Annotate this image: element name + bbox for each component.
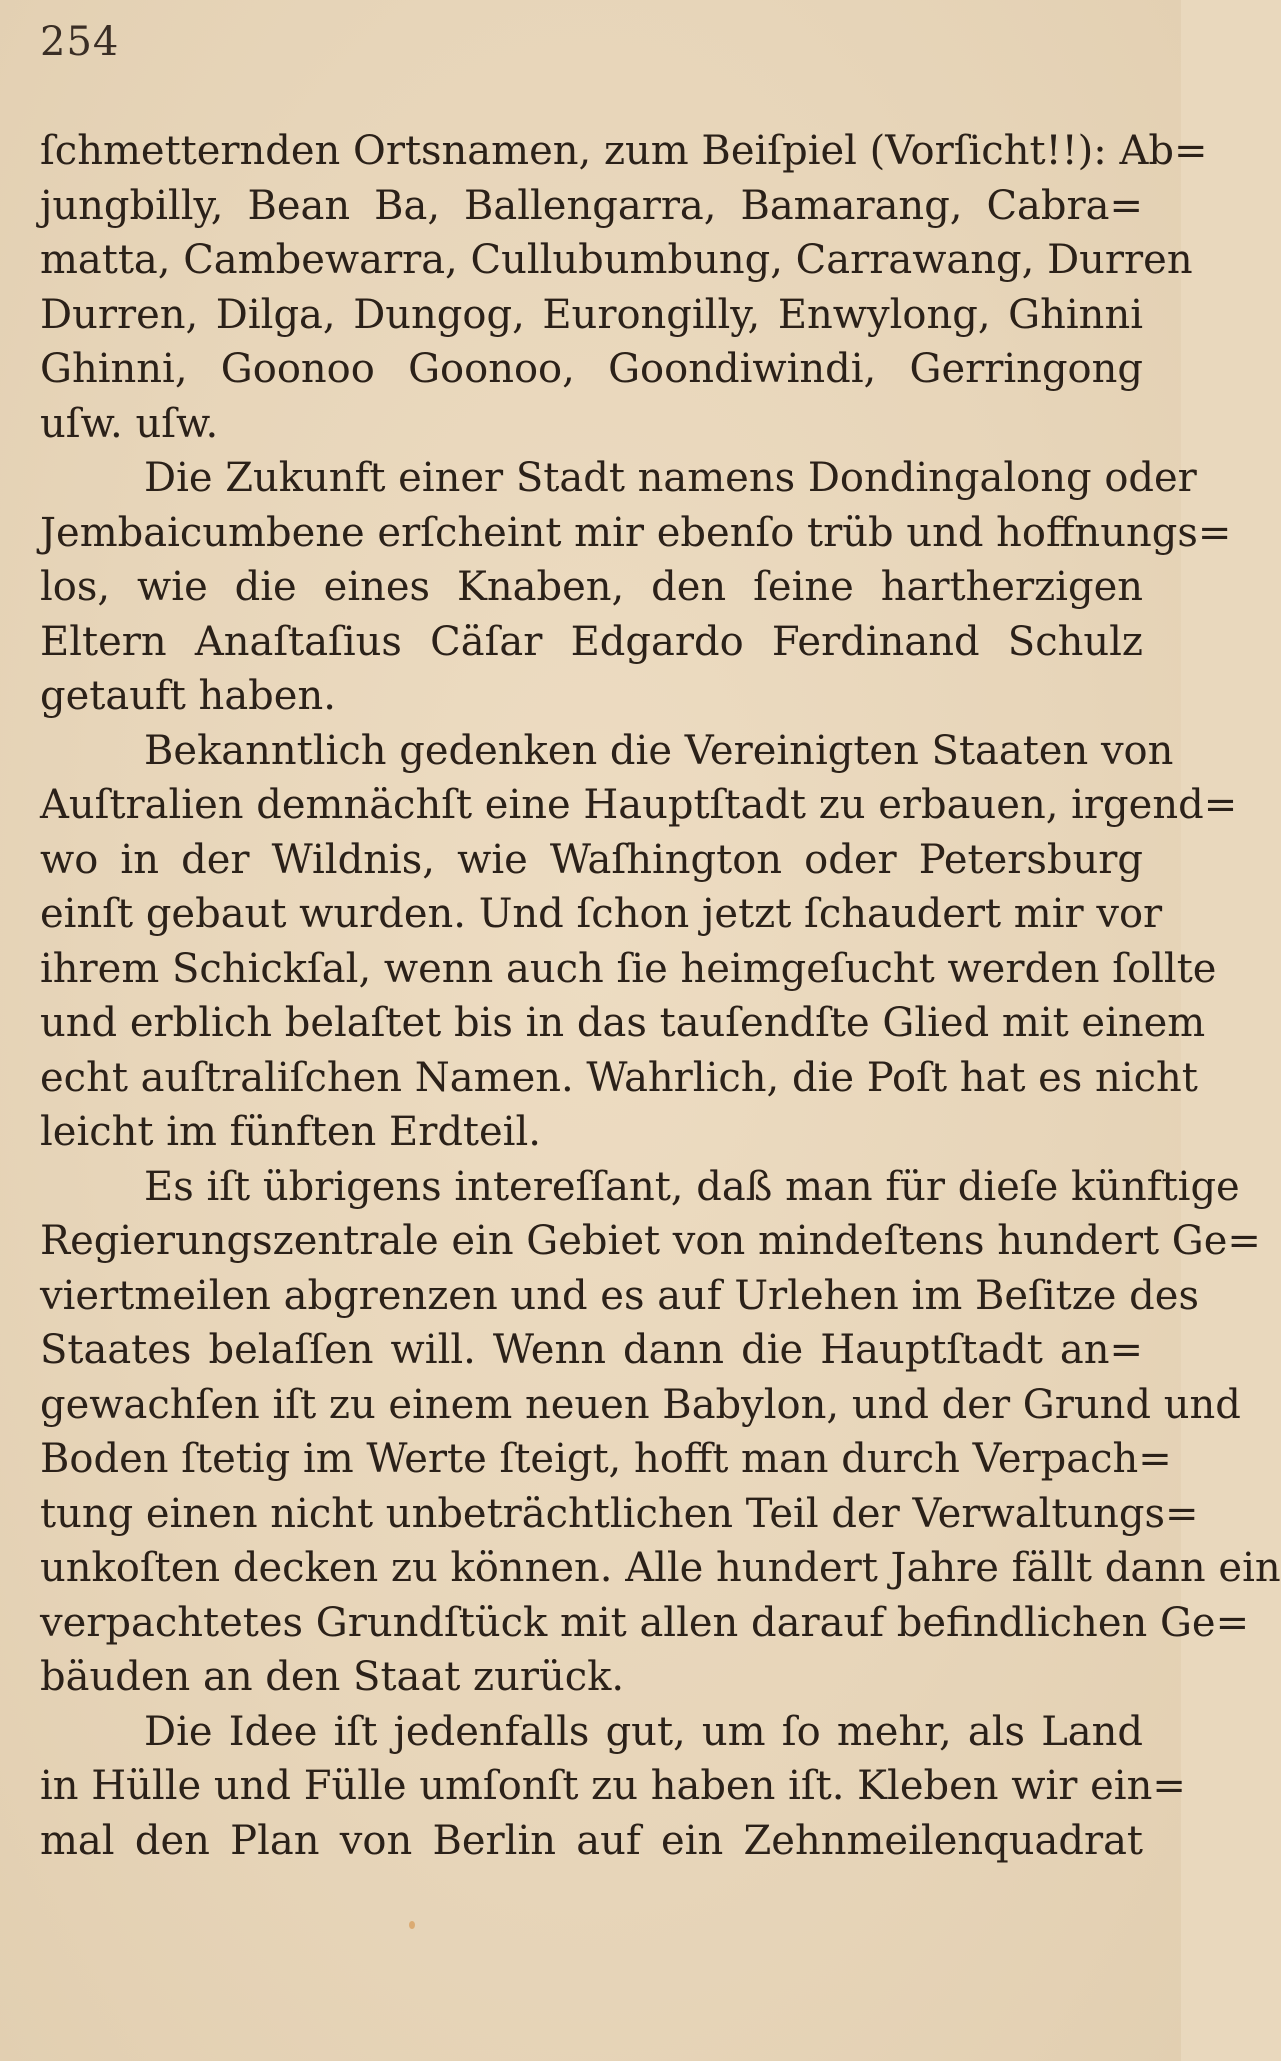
text-line: einſt gebaut wurden. Und ſchon jetzt ſchaudert mir vor (40, 891, 1163, 937)
text-line: ſchmetternden Ortsnamen, zum Beiſpiel (Vorſicht!!): Ab= (40, 128, 1208, 174)
text-line: leicht im fünften Erdteil. (40, 1109, 541, 1155)
text-line: Staates belaſſen will. Wenn dann die Hauptſtadt an= (40, 1327, 1143, 1373)
text-line: Eltern Anaſtaſius Cäſar Edgardo Ferdinand Schulz (40, 618, 1143, 665)
text-line: tung einen nicht unbeträchtlichen Teil der Verwaltungs= (40, 1490, 1199, 1537)
text-line: in Hülle und Fülle umſonſt zu haben iſt. Kleben wir ein= (40, 1763, 1186, 1809)
text-line: Regierungszentrale ein Gebiet von mindeſtens hundert Ge= (40, 1218, 1261, 1264)
text-line: echt auſtraliſchen Namen. Wahrlich, die Poſt hat es nicht (40, 1054, 1198, 1101)
text-line: bäuden an den Staat zurück. (40, 1654, 625, 1700)
text-line: Auſtralien demnächſt eine Hauptſtadt zu erbauen, irgend= (40, 782, 1238, 828)
text-line: los, wie die eines Knaben, den ſeine hartherzigen (40, 564, 1143, 610)
paragraph-first-line: Die Idee iſt jedenfalls gut, um ſo mehr, als Land (144, 1708, 1143, 1755)
text-line: und erblich belaſtet bis in das tauſendſte Glied mit einem (40, 1000, 1206, 1046)
text-line: Durren, Dilga, Dungog, Eurongilly, Enwylong, Ghinni (40, 291, 1143, 338)
paragraph-first-line: Es iſt übrigens intereſſant, daß man für dieſe künftige (144, 1163, 1240, 1210)
text-line: mal den Plan von Berlin auf ein Zehnmeilenquadrat (40, 1817, 1143, 1864)
paper-speck (409, 1921, 415, 1929)
text-line: getauft haben. (40, 673, 336, 719)
paragraph-first-line: Die Zukunft einer Stadt namens Dondingalong oder (144, 455, 1197, 501)
page-number: 254 (40, 19, 120, 65)
text-line: gewachſen iſt zu einem neuen Babylon, und der Grund und (40, 1381, 1241, 1428)
text-line: ihrem Schickſal, wenn auch ſie heimgeſucht werden ſollte (40, 945, 1217, 992)
body-text (40, 124, 1281, 1868)
text-line: viertmeilen abgrenzen und es auf Urlehen im Beſitze des (40, 1272, 1199, 1319)
text-line: Boden ſtetig im Werte ſteigt, hofft man durch Verpach= (40, 1436, 1172, 1482)
text-line: verpachtetes Grundſtück mit allen darauf befindlichen Ge= (40, 1599, 1250, 1646)
text-line: wo in der Wildnis, wie Waſhington oder Petersburg (40, 836, 1143, 883)
paragraph-first-line: Bekanntlich gedenken die Vereinigten Staaten von (144, 727, 1174, 774)
text-line: Ghinni, Goonoo Goonoo, Goondiwindi, Gerringong (40, 346, 1143, 392)
text-line: Jembaicumbene erſcheint mir ebenſo trüb und hoffnungs= (40, 509, 1232, 556)
text-line: unkoſten decken zu können. Alle hundert Jahre fällt dann ein (40, 1545, 1281, 1591)
text-line: matta, Cambewarra, Cullubumbung, Carrawang, Durren (40, 237, 1193, 283)
text-line: uſw. uſw. (40, 400, 219, 447)
text-line: jungbilly, Bean Ba, Ballengarra, Bamarang, Cabra= (40, 182, 1143, 229)
